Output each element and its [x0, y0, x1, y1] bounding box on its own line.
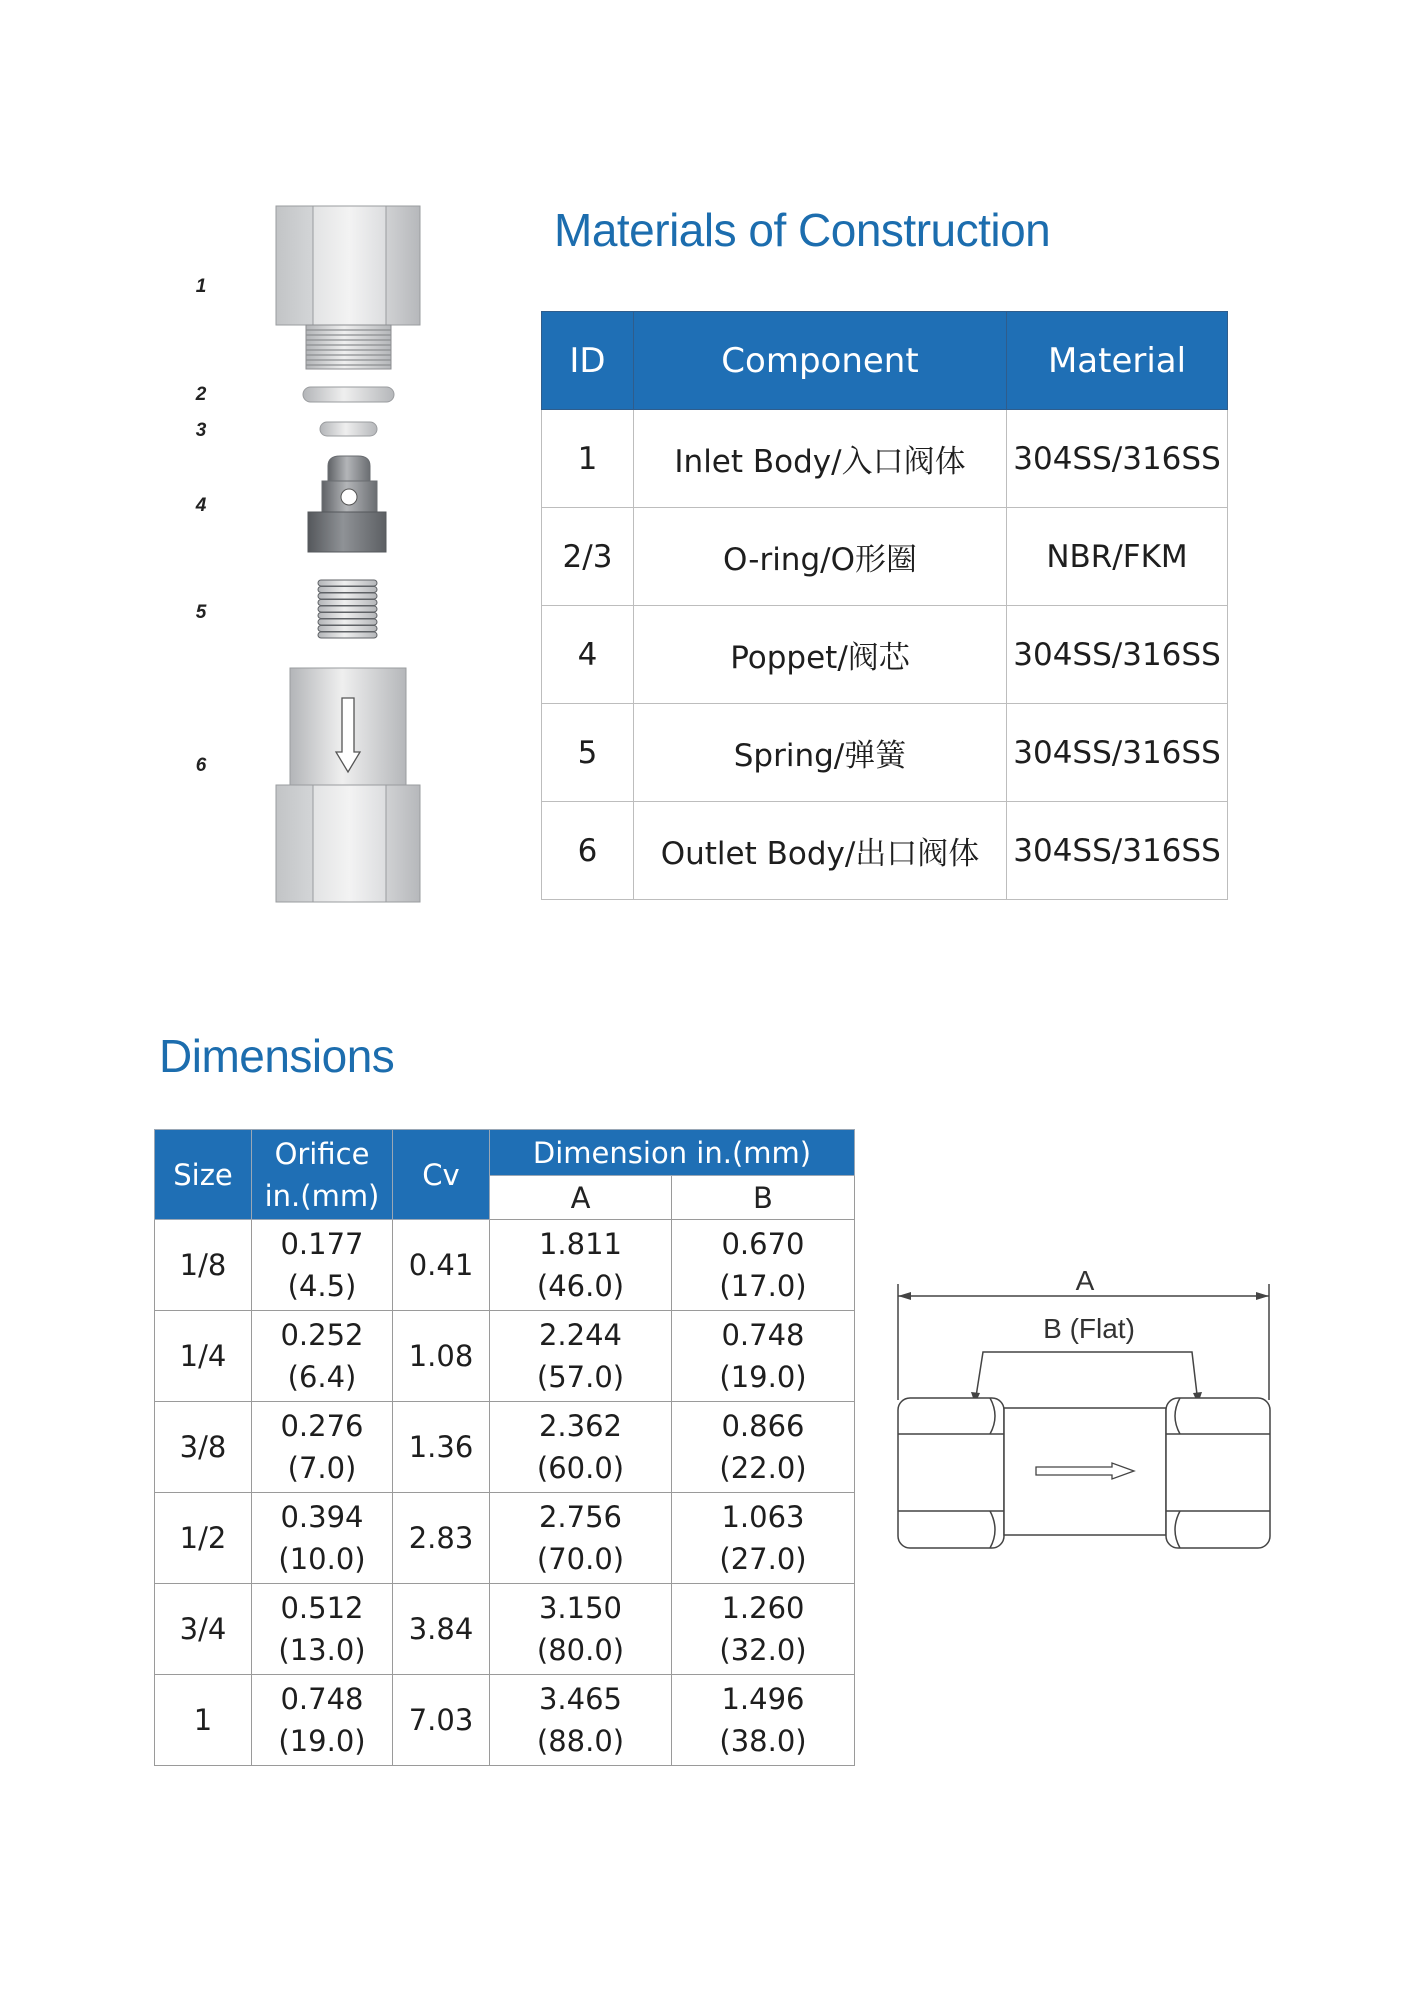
header-cv: Cv [393, 1130, 490, 1220]
part-label-1: 1 [195, 276, 207, 297]
cell-size: 1/2 [155, 1493, 252, 1584]
cell-id: 2/3 [542, 508, 634, 606]
header-id: ID [542, 312, 634, 410]
part-label-2: 2 [195, 384, 207, 405]
cell-value-b: 1.496 [721, 1682, 805, 1716]
cell-value-b: 1.063 [721, 1500, 805, 1534]
cell-size: 1/4 [155, 1311, 252, 1402]
cell-value-a-mm: (60.0) [536, 1451, 625, 1485]
cell-a [490, 1311, 672, 1402]
cell-value-orifice: 0.748 [280, 1682, 364, 1716]
cell-orifice [252, 1311, 393, 1402]
cell-id: 1 [542, 410, 634, 508]
table-row [542, 410, 1228, 508]
cell-value-orifice: 0.512 [280, 1591, 364, 1625]
materials-table [541, 311, 1228, 900]
part-6-outlet-body [276, 668, 420, 902]
cell-value-a: 1.811 [538, 1227, 623, 1261]
cell-value-b: 0.670 [721, 1227, 805, 1261]
cell-orifice [252, 1220, 393, 1311]
cell-orifice [252, 1675, 393, 1766]
cell-size: 3/4 [155, 1584, 252, 1675]
cell-b [672, 1402, 855, 1493]
cell-a [490, 1220, 672, 1311]
cell-id: 4 [542, 606, 634, 704]
cell-b [672, 1311, 855, 1402]
part-3-o-ring [320, 422, 377, 436]
table-header-row [542, 312, 1228, 410]
cell-value-b-mm: (19.0) [719, 1360, 807, 1394]
dimensions-table [154, 1129, 855, 1766]
cell-value-a: 3.465 [538, 1682, 623, 1716]
table-row [155, 1311, 855, 1402]
cell-value-a: 2.362 [538, 1409, 623, 1443]
dimensions-title: Dimensions [159, 1030, 395, 1082]
cell-component: Spring/弹簧 [634, 704, 1007, 802]
header-orifice [252, 1130, 393, 1220]
cell-value-b: 1.260 [721, 1591, 805, 1625]
cell-material: 304SS/316SS [1007, 606, 1228, 704]
cell-value-a: 2.756 [538, 1500, 623, 1534]
table-row [542, 606, 1228, 704]
cell-material: 304SS/316SS [1007, 802, 1228, 900]
cell-b [672, 1675, 855, 1766]
cell-value-b-mm: (22.0) [719, 1451, 807, 1485]
header-material: Material [1007, 312, 1228, 410]
part-2-o-ring [303, 387, 394, 402]
materials-title: Materials of Construction [554, 204, 1051, 256]
cell-a [490, 1493, 672, 1584]
part-label-4: 4 [195, 495, 207, 516]
cell-value-b-mm: (27.0) [719, 1542, 807, 1576]
cell-cv: 1.36 [393, 1402, 490, 1493]
cell-value-a: 2.244 [538, 1318, 623, 1352]
cell-value-a-mm: (80.0) [536, 1633, 625, 1667]
cell-b [672, 1584, 855, 1675]
cell-value-orifice-mm: (4.5) [287, 1269, 357, 1303]
leader-line-b [975, 1352, 1198, 1403]
cell-value-orifice-mm: (10.0) [278, 1542, 366, 1576]
table-row [542, 704, 1228, 802]
exploded-view-drawing [250, 195, 440, 915]
header-size: Size [155, 1130, 252, 1220]
cell-value-b-mm: (32.0) [719, 1633, 807, 1667]
cell-component: Poppet/阀芯 [634, 606, 1007, 704]
cell-component: O-ring/O形圈 [634, 508, 1007, 606]
cell-orifice [252, 1493, 393, 1584]
cell-value-orifice-mm: (13.0) [278, 1633, 366, 1667]
cell-value-orifice-mm: (19.0) [278, 1724, 366, 1758]
cell-value-a-mm: (57.0) [536, 1360, 625, 1394]
cell-value-b-mm: (17.0) [719, 1269, 807, 1303]
table-row [155, 1493, 855, 1584]
header-b: B [672, 1176, 855, 1220]
cell-a [490, 1584, 672, 1675]
cell-cv: 7.03 [393, 1675, 490, 1766]
cell-value-a: 3.150 [538, 1591, 623, 1625]
dimension-label-a: A [1075, 1265, 1095, 1296]
part-label-5: 5 [195, 602, 207, 623]
part-4-poppet [308, 456, 386, 552]
cell-id: 5 [542, 704, 634, 802]
cell-value-b-mm: (38.0) [719, 1724, 807, 1758]
header-component: Component [634, 312, 1007, 410]
table-row [155, 1402, 855, 1493]
table-row [155, 1675, 855, 1766]
hex-nut-right [1166, 1398, 1270, 1548]
cell-cv: 3.84 [393, 1584, 490, 1675]
cell-component: Inlet Body/入口阀体 [634, 410, 1007, 508]
cell-value-b: 0.866 [721, 1409, 805, 1443]
cell-value-a-mm: (88.0) [536, 1724, 625, 1758]
cell-size: 1 [155, 1675, 252, 1766]
cell-value-orifice: 0.252 [280, 1318, 364, 1352]
cell-value-b: 0.748 [721, 1318, 805, 1352]
cell-value-orifice-mm: (7.0) [287, 1451, 357, 1485]
hex-nut-left [898, 1398, 1004, 1548]
part-5-spring [318, 580, 377, 638]
header-dimension: Dimension in.(mm) [490, 1130, 855, 1176]
cell-id: 6 [542, 802, 634, 900]
cell-b [672, 1220, 855, 1311]
cell-value-orifice: 0.177 [280, 1227, 364, 1261]
header-orifice-line2: in.(mm) [264, 1178, 380, 1213]
table-row [542, 802, 1228, 900]
cell-value-orifice: 0.276 [280, 1409, 364, 1443]
cell-orifice [252, 1584, 393, 1675]
table-row [155, 1584, 855, 1675]
cell-value-a-mm: (70.0) [536, 1542, 625, 1576]
cell-b [672, 1493, 855, 1584]
cell-a [490, 1402, 672, 1493]
cell-size: 3/8 [155, 1402, 252, 1493]
table-row [155, 1220, 855, 1311]
part-label-6: 6 [195, 755, 207, 776]
cell-size: 1/8 [155, 1220, 252, 1311]
cell-value-orifice: 0.394 [280, 1500, 364, 1534]
cell-material: 304SS/316SS [1007, 410, 1228, 508]
cell-value-a-mm: (46.0) [536, 1269, 625, 1303]
cell-material: 304SS/316SS [1007, 704, 1228, 802]
cell-orifice [252, 1402, 393, 1493]
cell-component: Outlet Body/出口阀体 [634, 802, 1007, 900]
header-a: A [490, 1176, 672, 1220]
part-1-inlet-body [276, 206, 420, 369]
table-row [542, 508, 1228, 606]
cell-value-orifice-mm: (6.4) [287, 1360, 357, 1394]
header-orifice-line1: Orifice [274, 1136, 370, 1171]
cell-a [490, 1675, 672, 1766]
dimension-label-b: B (Flat) [1043, 1313, 1135, 1344]
cell-cv: 2.83 [393, 1493, 490, 1584]
part-label-3: 3 [195, 420, 207, 441]
cell-cv: 0.41 [393, 1220, 490, 1311]
table-header-row [155, 1130, 855, 1176]
dimension-drawing [885, 1255, 1285, 1565]
cell-material: NBR/FKM [1007, 508, 1228, 606]
cell-cv: 1.08 [393, 1311, 490, 1402]
